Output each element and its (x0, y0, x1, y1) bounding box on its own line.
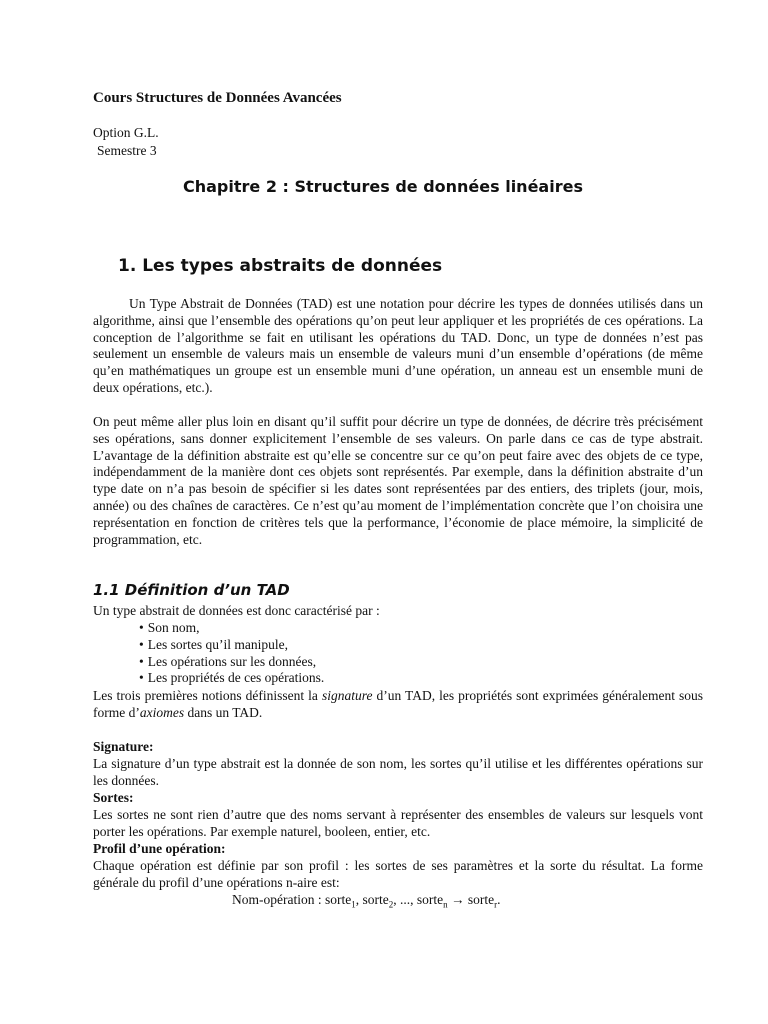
formula-text: , ..., sorte (393, 892, 444, 907)
text-run: d’un TAD, les propriétés sont exprimées généralement sous forme d’ (93, 688, 703, 720)
semester-label: Semestre 3 (97, 143, 157, 158)
sortes-heading: Sortes: (93, 790, 134, 805)
formula-text: → sorte (447, 892, 495, 907)
paragraph-signature-axioms (93, 688, 703, 722)
list-item: • Son nom, (139, 620, 589, 637)
signature-heading: Signature: (93, 739, 154, 754)
section-title: 1. Les types abstraits de données (118, 256, 443, 276)
formula-text: . (497, 892, 501, 907)
signature-term: signature (321, 688, 373, 703)
list-item: • Les propriétés de ces opérations. (139, 670, 589, 687)
list-item: • Les opérations sur les données, (139, 654, 589, 671)
subscript: 1 (351, 899, 356, 910)
course-title: Cours Structures de Données Avancées (93, 90, 342, 106)
characteristics-list (139, 620, 589, 687)
option-label: Option G.L. (93, 125, 159, 140)
profil-heading: Profil d’une opération: (93, 841, 226, 856)
chapter-title: Chapitre 2 : Structures de données linéaires (183, 177, 583, 196)
subscript: 2 (388, 899, 394, 910)
formula-text: Nom-opération : sorte (232, 892, 352, 907)
profil-text: Chaque opération est définie par son profil : les sortes de ses paramètres et la sorte du résultat. La forme générale du profil d’une opérations n-aire est: (93, 858, 703, 890)
text-run: dans un TAD. (184, 704, 263, 720)
list-item: • Les sortes qu’il manipule, (139, 637, 589, 654)
profil-formula (232, 892, 500, 913)
text-run: Les trois premières notions définissent la (93, 688, 322, 703)
paragraph-intro: Un Type Abstrait de Données (TAD) est une notation pour décrire les types de données utilisés dans un algorithme, ainsi que l’ensemble des opérations qu’on peut leur appliquer et les propriétés de ces opérations. La conception de l’algorithme se fait en utilisant les opérations du TAD. Donc, un type de données n’est pas seulement un ensemble de valeurs mais un ensemble de valeurs muni d’un ensemble d’opérations (de même qu’en mathématiques un groupe est un ensemble muni d’une opération, un anneau est un ensemble muni de deux opérations, etc.). (93, 296, 703, 395)
sortes-text: Les sortes ne sont rien d’autre que des noms servant à représenter des ensembles de valeurs sur lesquels vont porter les opérations. Par exemple naturel, booleen, entier, etc. (93, 807, 703, 839)
formula-text: , sorte (355, 892, 389, 907)
subscript: n (443, 899, 448, 910)
signature-text: La signature d’un type abstrait est la donnée de son nom, les sortes qu’il utilise et les différentes opérations sur les données. (93, 756, 703, 788)
axiomes-term: axiomes (139, 704, 185, 720)
subsection-title: 1.1 Définition d’un TAD (93, 581, 290, 599)
definition-intro: Un type abstrait de données est donc caractérisé par : (93, 603, 380, 618)
paragraph-abstract: On peut même aller plus loin en disant qu’il suffit pour décrire un type de données, de décrire très précisément ses opérations, sans donner explicitement l’ensemble de ses valeurs. On parle dans ce cas de type abstrait. L’avantage de la définition abstraite est qu’elle se concentre sur ce qu’on peut faire avec des objets de ce type, indépendamment de la manière dont ces objets sont représentés. Par exemple, dans la définition abstraite d’un type date on n’a pas besoin de spécifier si les dates sont représentées par des entiers, des triplets (jour, mois, année) ou des chaînes de caractères. Ce n’est qu’au moment de l’implémentation concrète que l’on choisira une représentation en fonction de critères tels que la performance, l’économie de place mémoire, la simplicité de programmation, etc. (93, 414, 703, 547)
subscript: r (494, 899, 498, 910)
